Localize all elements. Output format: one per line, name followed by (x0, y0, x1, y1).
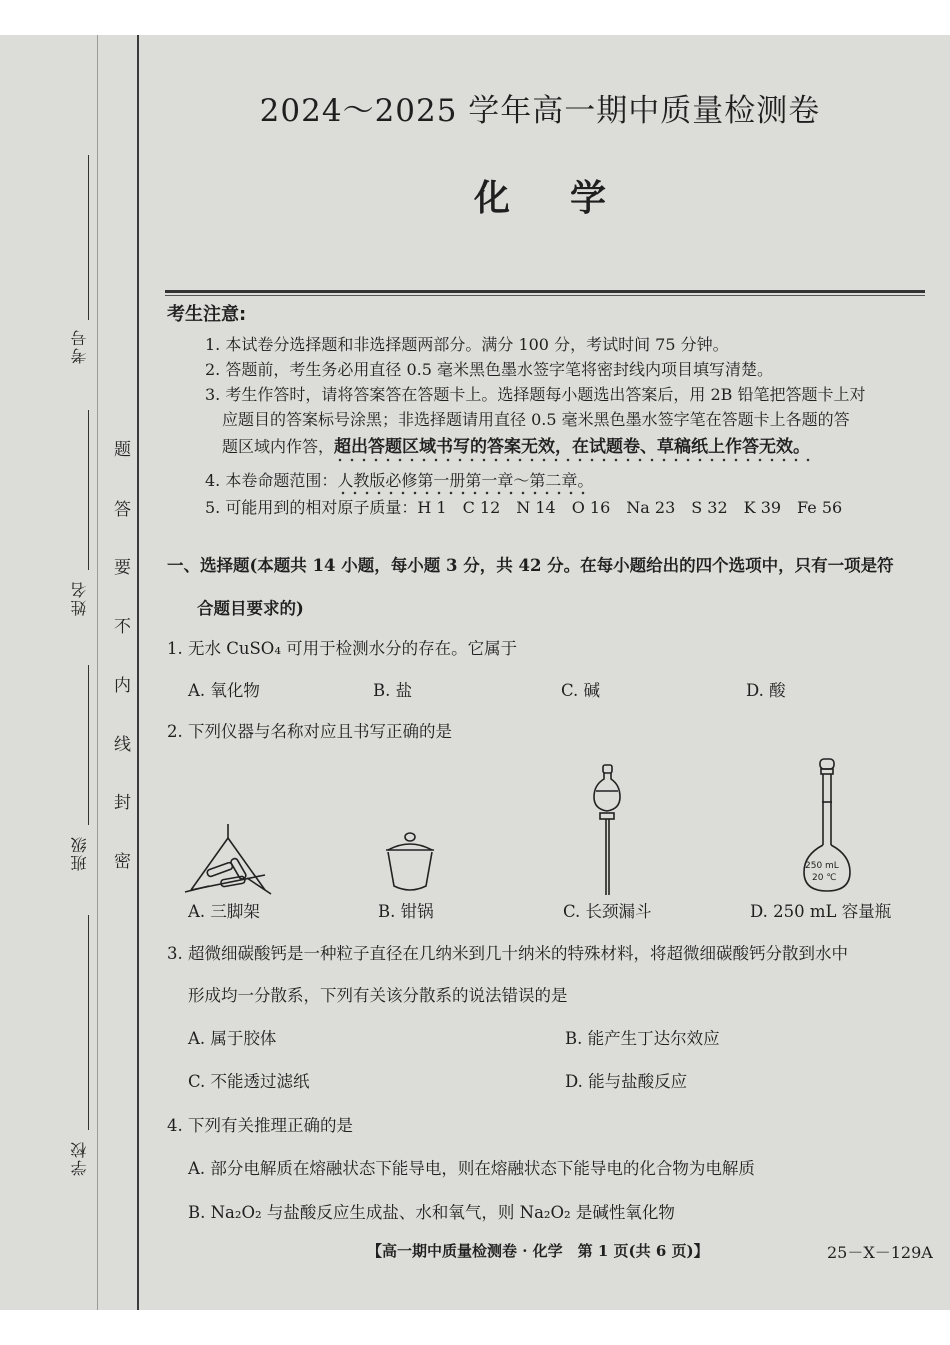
page-footer: 【高一期中质量检测卷 · 化学 第 1 页(共 6 页)】 (367, 1242, 709, 1260)
q2-option-c: C. 长颈漏斗 (563, 902, 652, 921)
notice-item-4-range: 人教版必修第一册第一章～第二章。 (337, 471, 593, 496)
header-rule (165, 290, 925, 293)
q2-stem: 2. 下列仪器与名称对应且书写正确的是 (167, 722, 452, 741)
seal-char-da: 答 (110, 500, 130, 517)
header-rule-thin (165, 295, 925, 296)
notice-item-3-cont: 应题目的答案标号涂黑；非选择题请用直径 0.5 毫米黑色墨水签字笔在答题卡上各题的答 (222, 410, 850, 429)
exam-number-blank (88, 155, 89, 320)
q3-option-b: B. 能产生丁达尔效应 (565, 1029, 720, 1048)
seal-char-mi: 密 (110, 852, 130, 869)
section1-heading-cont: 合题目要求的) (197, 599, 304, 618)
q1-option-a: A. 氧化物 (188, 681, 260, 700)
q2-option-a: A. 三脚架 (188, 902, 260, 921)
notice-item-1: 1. 本试卷分选择题和非选择题两部分。满分 100 分，考试时间 75 分钟。 (205, 335, 729, 354)
q3-option-a: A. 属于胶体 (188, 1029, 277, 1048)
paper-code: 25－X－129A (827, 1243, 933, 1262)
long-neck-funnel-icon (590, 763, 625, 898)
notice-item-4-label: 4. 本卷命题范围： (205, 471, 338, 490)
section1-heading: 一、选择题(本题共 14 小题，每小题 3 分，共 42 分。在每小题给出的四个选项中，只有一项是符 (167, 556, 894, 575)
school-label: 学校 (70, 1140, 89, 1176)
seal-char-ti: 题 (110, 440, 130, 457)
notice-item-4 (205, 468, 593, 491)
seal-char-xian: 线 (110, 735, 130, 752)
seal-char-bu: 不 (110, 617, 130, 634)
q4-stem: 4. 下列有关推理正确的是 (167, 1116, 353, 1135)
crucible-icon (380, 830, 440, 895)
q4-option-a: A. 部分电解质在熔融状态下能导电，则在熔融状态下能导电的化合物为电解质 (188, 1159, 755, 1178)
seal-char-feng: 封 (110, 793, 130, 810)
clay-triangle-icon (183, 820, 273, 895)
binding-seal-line (137, 35, 139, 1310)
notice-item-3-end (222, 432, 810, 457)
class-label: 班级 (70, 835, 89, 871)
name-blank (88, 410, 89, 570)
q2-option-b: B. 钳锅 (378, 902, 434, 921)
subject-title: 化学 (473, 177, 666, 219)
notice-emphasis: 超出答题区域书写的答案无效，在试题卷、草稿纸上作答无效。 (334, 437, 810, 463)
q1-stem: 1. 无水 CuSO₄ 可用于检测水分的存在。它属于 (167, 639, 518, 658)
q2-option-d: D. 250 mL 容量瓶 (750, 902, 892, 921)
q3-stem-cont: 形成均一分散系，下列有关该分散系的说法错误的是 (188, 986, 568, 1005)
notice-item-3-end-text: 题区域内作答， (222, 437, 335, 456)
exam-paper (0, 35, 950, 1310)
q1-option-b: B. 盐 (373, 681, 413, 700)
exam-title: 2024～2025 学年高一期中质量检测卷 (259, 93, 821, 129)
class-blank (88, 665, 89, 825)
q3-option-c: C. 不能透过滤纸 (188, 1072, 310, 1091)
exam-number-label: 考号 (70, 328, 89, 364)
q1-option-c: C. 碱 (561, 681, 601, 700)
q3-option-d: D. 能与盐酸反应 (565, 1072, 688, 1091)
q1-option-d: D. 酸 (746, 681, 786, 700)
seal-char-nei: 内 (110, 676, 130, 693)
binding-dashed-line (97, 35, 98, 1310)
notice-item-5: 5. 可能用到的相对原子质量：H 1 C 12 N 14 O 16 Na 23 S 32 K 39 Fe 56 (205, 498, 843, 517)
seal-char-yao: 要 (110, 558, 130, 575)
q4-option-b: B. Na₂O₂ 与盐酸反应生成盐、水和氧气，则 Na₂O₂ 是碱性氧化物 (188, 1203, 675, 1222)
flask-label-temp: 20 ℃ (812, 873, 837, 883)
q3-stem: 3. 超微细碳酸钙是一种粒子直径在几纳米到几十纳米的特殊材料，将超微细碳酸钙分散到水中 (167, 944, 848, 963)
notice-heading: 考生注意: (167, 304, 247, 325)
flask-label-volume: 250 mL (805, 861, 839, 871)
notice-item-3: 3. 考生作答时，请将答案答在答题卡上。选择题每小题选出答案后，用 2B 铅笔把答题卡上对 (205, 385, 866, 404)
school-blank (88, 915, 89, 1130)
name-label: 姓名 (70, 580, 89, 616)
notice-item-2: 2. 答题前，考生务必用直径 0.5 毫米黑色墨水签字笔将密封线内项目填写清楚。 (205, 360, 773, 379)
